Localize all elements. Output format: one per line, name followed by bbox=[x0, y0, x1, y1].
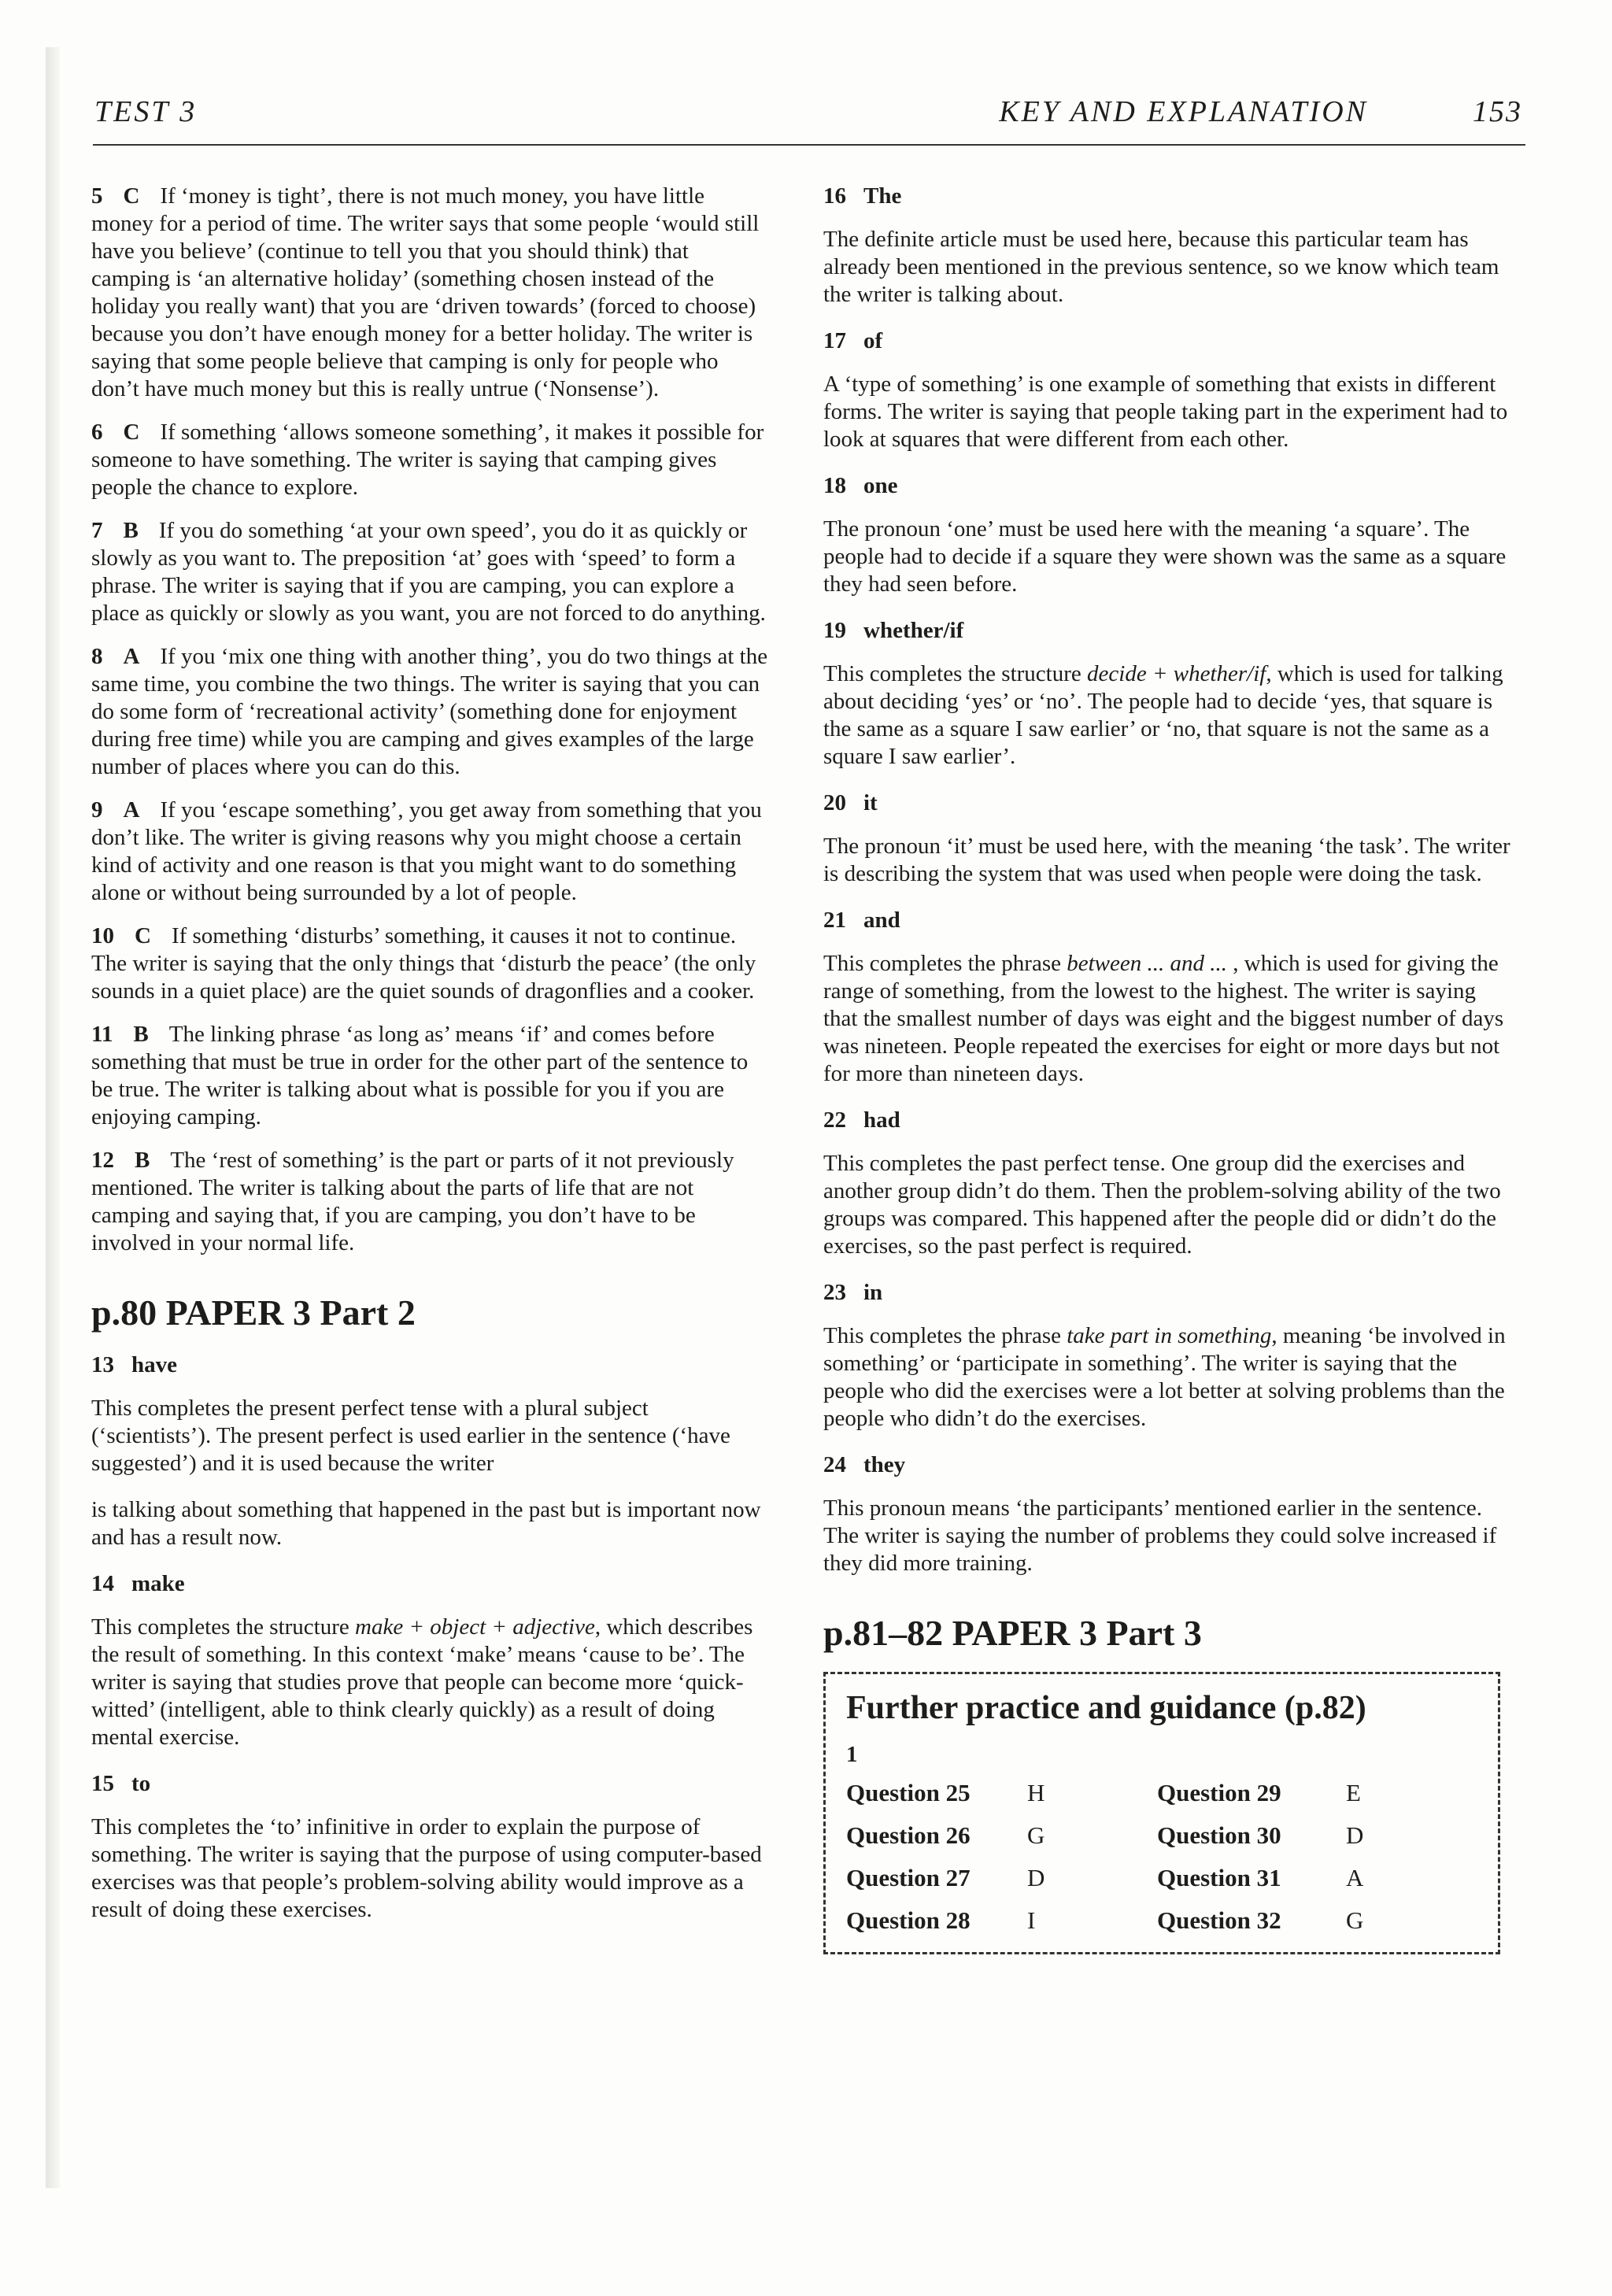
answer-letter: I bbox=[1027, 1906, 1036, 1934]
question-label: Question 28 bbox=[846, 1906, 971, 1934]
question-label: Question 26 bbox=[846, 1821, 971, 1849]
answer-grid bbox=[846, 1779, 1477, 1935]
question-label: Question 29 bbox=[1157, 1779, 1281, 1806]
box-title: Further practice and guidance (p.82) bbox=[846, 1690, 1366, 1726]
answer-item-18: 18 one The pronoun ‘one’ must be used here with the meaning ‘a square’. The people had to decide if a square they were shown was the same as a square they had seen before. bbox=[823, 473, 1507, 597]
header-section-label: KEY AND EXPLANATION bbox=[999, 95, 1368, 128]
answer-item-23: 23 in This completes the phrase take part in something, meaning ‘be involved in something’ or ‘participate in something’. The writer is saying that the people who did the exercises were a lot better at solving problems than the people who didn’t do the exercises. bbox=[823, 1280, 1506, 1431]
answer-letter: G bbox=[1346, 1906, 1364, 1934]
page-number: 153 bbox=[1473, 95, 1522, 128]
answer-item-22: 22 had This completes the past perfect tense. One group did the exercises and another group didn’t do them. Then the problem-solving ability of the two groups was compared. This happened after the people did or didn’t do the exercises, so the past perfect is required. bbox=[823, 1107, 1501, 1259]
answer-letter: D bbox=[1027, 1864, 1045, 1891]
question-label: Question 30 bbox=[1157, 1821, 1281, 1849]
answer-item-20: 20 it The pronoun ‘it’ must be used here, with the meaning ‘the task’. The writer is describing the system that was used when people were doing the task. bbox=[823, 790, 1510, 886]
right-column bbox=[823, 183, 1513, 1954]
further-practice-box bbox=[823, 1672, 1500, 1954]
answer-letter: H bbox=[1027, 1779, 1045, 1806]
answer-item-16: 16 The The definite article must be used here, because this particular team has already been mentioned in the previous sentence, so we know which team the writer is talking about. bbox=[823, 183, 1499, 307]
question-label: Question 27 bbox=[846, 1864, 971, 1891]
answer-entry-11: 11 B The linking phrase ‘as long as’ means ‘if’ and comes before something that must be true in order for the other part of the sentence to be true. The writer is talking about what is possible for you if you are enjoying camping. bbox=[91, 1022, 749, 1130]
answer-item-14: 14 make This completes the structure make + object + adjective, which describes the result of something. In this context ‘make’ means ‘cause to be’. The writer is saying that studies prove that people can become more ‘quick-witted’ (intelligent, able to think clearly quickly) as a result of doing mental exercise. bbox=[91, 1571, 753, 1750]
answer-letter: D bbox=[1346, 1821, 1364, 1849]
answer-entry-7: 7 B If you do something ‘at your own speed’, you do it as quickly or slowly as you want to. The preposition ‘at’ goes with ‘speed’ to form a phrase. The writer is saying that if you are camping, you can explore a place as quickly or slowly as you want, you are not forced to do anything. bbox=[91, 518, 766, 626]
question-label: Question 32 bbox=[1157, 1906, 1281, 1934]
section-title-part3: p.81–82 PAPER 3 Part 3 bbox=[823, 1613, 1202, 1653]
answer-item-15: 15 to This completes the ‘to’ infinitive in order to explain the purpose of something. The writer is saying that the purpose of using computer-based exercises was that people’s problem-solving ability would improve as a result of doing these exercises. bbox=[91, 1771, 762, 1922]
box-item-number: 1 bbox=[846, 1742, 858, 1767]
answer-item-24: 24 they This pronoun means ‘the participants’ mentioned earlier in the sentence. The writer is saying the number of problems they could solve increased if they did more training. bbox=[823, 1452, 1497, 1576]
answer-item-19: 19 whether/if This completes the structure decide + whether/if, which is used for talking about deciding ‘yes’ or ‘no’. The people had to decide ‘yes, that square is the same as a square I saw earlier’ or ‘no, that square is not the same as a square I saw earlier’. bbox=[823, 618, 1503, 769]
question-label: Question 31 bbox=[1157, 1864, 1281, 1891]
answer-entry-12: 12 B The ‘rest of something’ is the part or parts of it not previously mentioned. The writer is talking about the parts of life that are not camping and saying that, if you are camping, you don’t have to be involved in your normal life. bbox=[91, 1148, 734, 1255]
answer-letter: E bbox=[1346, 1779, 1361, 1806]
section-title-part2: p.80 PAPER 3 Part 2 bbox=[91, 1292, 416, 1333]
answer-entry-6: 6 C If something ‘allows someone something’, it makes it possible for someone to have something. The writer is saying that camping gives people the chance to explore. bbox=[91, 420, 764, 500]
left-column bbox=[91, 183, 768, 1943]
answer-item-17: 17 of A ‘type of something’ is one example of something that exists in different forms. The writer is saying that people taking part in the experiment had to look at squares that were different from each other. bbox=[823, 328, 1508, 452]
question-label: Question 25 bbox=[846, 1779, 971, 1806]
page-header bbox=[93, 85, 1525, 146]
answer-item-21: 21 and This completes the phrase between ... and ... , which is used for giving the range of something, from the lowest to the highest. The writer is saying that the smallest number of days was eight and the biggest number of days was nineteen. People repeated the exercises for eight or more days but not for more than nineteen days. bbox=[823, 908, 1504, 1086]
answer-item-13: 13 have This completes the present perfect tense with a plural subject (‘scientists’). The present perfect is used earlier in the sentence (‘have suggested’) and it is used because the writer is talking about something that happened in the past but is important now and has a result now. bbox=[91, 1352, 761, 1550]
answer-entry-5: 5 C If ‘money is tight’, there is not much money, you have little money for a period of time. The writer says that some people ‘would still have you believe’ (continue to tell you that you should think) that camping is ‘an alternative holiday’ (something chosen instead of the holiday you really want) that you are ‘driven towards’ (forced to choose) because you don’t have enough money for a better holiday. The writer is saying that some people believe that camping is only for people who don’t have much money but this is really untrue (‘Nonsense’). bbox=[91, 183, 760, 401]
answer-letter: A bbox=[1346, 1864, 1364, 1891]
answer-entry-10: 10 C If something ‘disturbs’ something, it causes it not to continue. The writer is saying that the only things that ‘disturb the peace’ (the only sounds in a quiet place) are the quiet sounds of dragonflies and a cooker. bbox=[91, 923, 756, 1004]
answer-entry-9: 9 A If you ‘escape something’, you get away from something that you don’t like. The writer is giving reasons why you might choose a certain kind of activity and one reason is that you might want to do something alone or without being surrounded by a lot of people. bbox=[91, 797, 762, 905]
page-binding-shadow bbox=[46, 47, 60, 2188]
answer-letter: G bbox=[1027, 1821, 1045, 1849]
header-test-label: TEST 3 bbox=[94, 95, 198, 128]
answer-entry-8: 8 A If you ‘mix one thing with another thing’, you do two things at the same time, you combine the two things. The writer is saying that you can do some form of ‘recreational activity’ (something done for enjoyment during free time) while you are camping and gives examples of the large number of places where you can do this. bbox=[91, 644, 768, 779]
